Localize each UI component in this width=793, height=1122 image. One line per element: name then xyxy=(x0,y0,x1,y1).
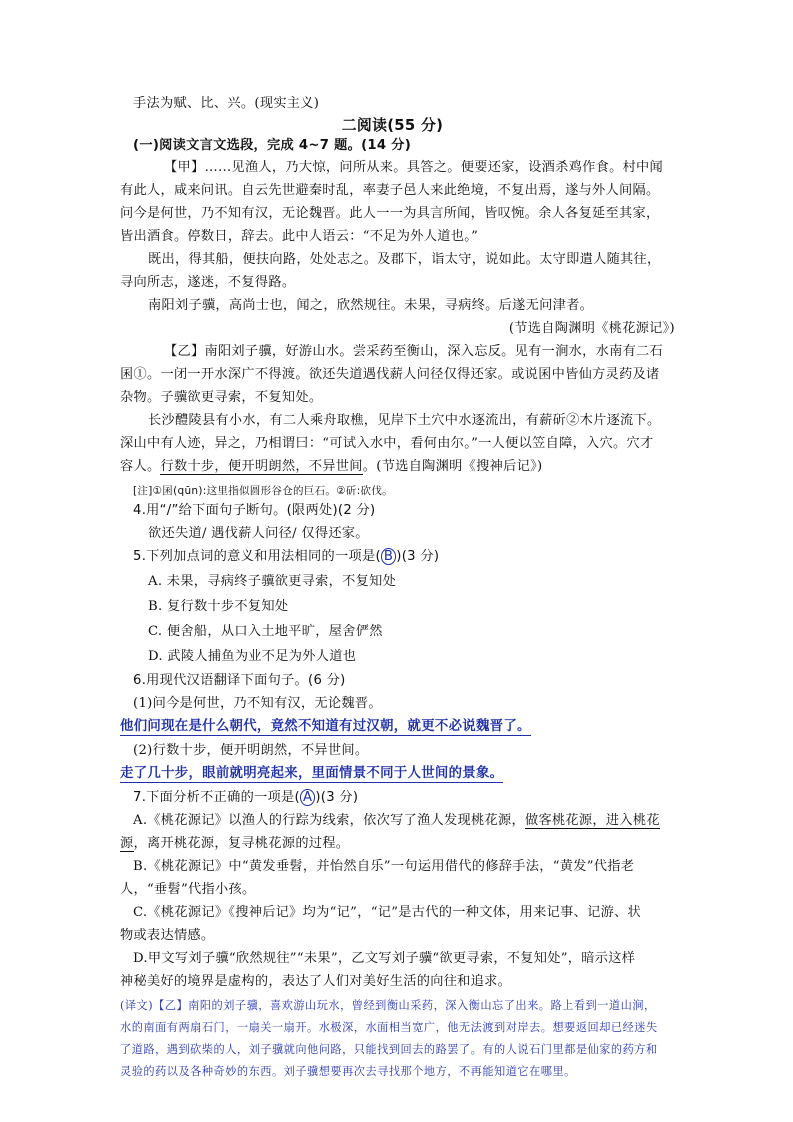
translation-line: 水的南面有两扇石门，一扇关一扇开。水极深，水面相当宽广，他无法渡到对岸去。想要返回却已经迷失 xyxy=(120,1021,658,1034)
option-a xyxy=(133,812,660,830)
answer-text: 走了几十步，眼前就明亮起来，里面情景不同于人世间的景象。 xyxy=(120,766,504,781)
passage-line: 寻向所志，遂迷，不复得路。 xyxy=(120,275,296,290)
passage-line: 长沙醴陵县有小水，有二人乘舟取樵，见岸下土穴中水逐流出，有薪斫②木片逐流下。 xyxy=(148,413,661,428)
option-b: B. 复行数十步不复知处 xyxy=(148,599,289,614)
question-6-2: (2)行数十步，便开明朗然，不异世间。 xyxy=(133,743,369,758)
option-c-cont: 物或表达情感。 xyxy=(120,928,215,943)
annotation-note: [注]①囷(qūn):这里指似圆形谷仓的巨石。②斫:砍伐。 xyxy=(133,485,393,497)
underlined-text: 做客桃花源，进入桃花 xyxy=(524,813,660,828)
answer-choice-5: B xyxy=(381,548,396,565)
text-segment: )(3 分) xyxy=(396,549,440,564)
passage-line xyxy=(120,458,542,476)
question-5 xyxy=(133,548,439,566)
option-d: D. 武陵人捕鱼为业不足为外人道也 xyxy=(148,649,357,664)
underlined-sentence: 行数十步，便开明朗然，不异世间 xyxy=(160,459,363,474)
text-segment: 容人。 xyxy=(120,459,161,474)
underlined-text: 源 xyxy=(120,836,134,851)
text-line: 手法为赋、比、兴。(现实主义) xyxy=(133,96,320,111)
source-citation: (节选自陶渊明《桃花源记》) xyxy=(508,321,675,336)
passage-line: 杂物。子骥欲更寻索，不复知处。 xyxy=(120,390,323,405)
text-segment: )(3 分) xyxy=(315,790,359,805)
passage-line: 南阳刘子骥，高尚士也，闻之，欣然规往。未果，寻病终。后遂无问津者。 xyxy=(148,298,594,313)
passage-line: 皆出酒食。停数日，辞去。此中人语云：“不足为外人道也。” xyxy=(120,229,479,244)
passage-line: 既出，得其船，便扶向路，处处志之。及郡下，诣太守，说如此。太守即遣人随其往， xyxy=(148,252,661,267)
option-b: B.《桃花源记》中“黄发垂髫，并怡然自乐”一句运用借代的修辞手法，“黄发”代指老 xyxy=(133,859,635,874)
option-a-cont xyxy=(120,835,349,853)
option-a: A. 未果，寻病终子骥欲更寻索，不复知处 xyxy=(148,574,397,589)
text-segment: 5.下列加点词的意义和用法相同的一项是( xyxy=(133,549,381,564)
passage-line: 囷①。一闭一开水深广不得渡。欲还失道遇伐薪人问径仅得还家。或说囷中皆仙方灵药及诸 xyxy=(120,367,660,382)
option-c: C.《桃花源记》《搜神后记》均为“记”，“记”是古代的一种文体，用来记事、记游、状 xyxy=(133,905,642,920)
question-6-1: (1)问今是何世，乃不知有汉，无论魏晋。 xyxy=(133,696,382,711)
translation-line: 灵验的药以及各种奇妙的东西。刘子骥想要再次去寻找那个地方，不再能知道它在哪里。 xyxy=(120,1065,576,1078)
passage-line: 深山中有人迹，异之，乃相谓曰：“可试入水中，看何由尔。”一人便以笠自障，入穴。穴才 xyxy=(120,436,654,451)
answer-6-2 xyxy=(120,765,503,783)
text-segment: A.《桃花源记》以渔人的行踪为线索，依次写了渔人发现桃花源， xyxy=(133,813,525,828)
option-d-cont: 神秘美好的境界是虚构的，表达了人们对美好生活的向往和追求。 xyxy=(120,974,512,989)
translation-line: (译文)【乙】南阳的刘子骥，喜欢游山玩水，曾经到衡山采药，深入衡山忘了出来。路上看到一道山涧， xyxy=(120,999,656,1012)
question-4: 4.用“/”给下面句子断句。(限两处)(2 分) xyxy=(133,503,376,518)
passage-line: 有此人，咸来问讯。自云先世避秦时乱，率妻子邑人来此绝境，不复出焉，遂与外人间隔。 xyxy=(120,183,660,198)
option-c: C. 便舍船，从口入土地平旷，屋舍俨然 xyxy=(148,624,383,639)
option-b-cont: 人，“垂髫”代指小孩。 xyxy=(120,882,256,897)
translation-line: 了道路，遇到砍柴的人，刘子骥就向他问路，只能找到回去的路罢了。有的人说石门里都是仙家的药方和 xyxy=(120,1043,658,1056)
text-segment: 。(节选自陶渊明《搜神后记》) xyxy=(362,459,543,474)
option-d: D.甲文写刘子骥“欣然规往”“未果”，乙文写刘子骥“欲更寻索，不复知处”，暗示这样 xyxy=(133,951,636,966)
text-segment: 7.下面分析不正确的一项是( xyxy=(133,790,300,805)
passage-line: 【乙】南阳刘子骥，好游山水。尝采药至衡山，深入忘反。见有一涧水，水南有二石 xyxy=(164,344,664,359)
passage-line: 【甲】……见渔人，乃大惊，问所从来。具答之。便要还家，设酒杀鸡作食。村中闻 xyxy=(164,160,664,175)
section-title: 二阅读(55 分) xyxy=(341,116,444,134)
answer-choice-7: A xyxy=(300,789,315,806)
answer-6-1 xyxy=(120,718,531,736)
question-7 xyxy=(133,789,358,807)
question-6: 6.用现代汉语翻译下面句子。(6 分) xyxy=(133,673,346,688)
answer-4: 欲还失道/ 遇伐薪人问径/ 仅得还家。 xyxy=(148,526,369,541)
text-segment: ，离开桃花源，复寻桃花源的过程。 xyxy=(133,836,350,851)
passage-line: 问今是何世，乃不知有汉，无论魏晋。此人一一为具言所闻，皆叹惋。余人各复延至其家， xyxy=(120,206,660,221)
answer-text: 他们问现在是什么朝代，竟然不知道有过汉朝，就更不必说魏晋了。 xyxy=(120,719,531,734)
section-heading: (一)阅读文言文选段，完成 4~7 题。(14 分) xyxy=(133,138,412,153)
